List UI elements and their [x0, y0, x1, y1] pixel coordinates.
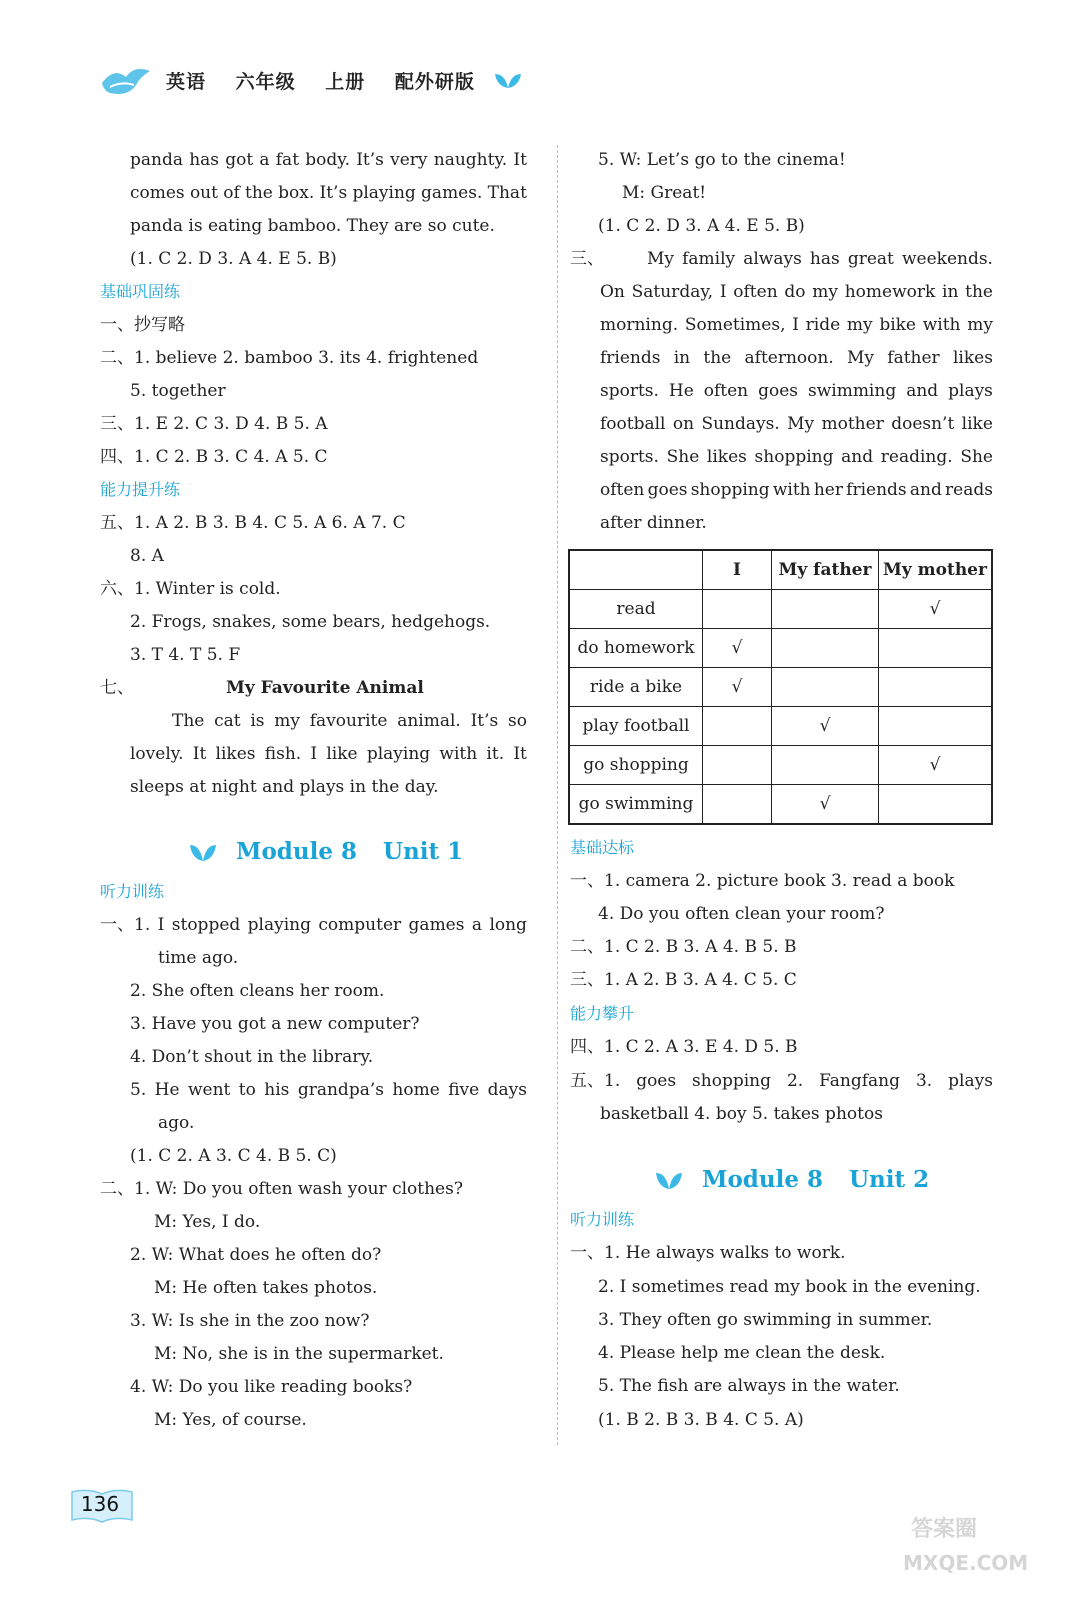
text-line: sports. She likes shopping and reading. She	[600, 447, 993, 467]
watermark-line2: MXQE.COM	[903, 1551, 1029, 1575]
essay-title: My Favourite Animal	[226, 678, 424, 698]
table-header-cell: I	[703, 550, 772, 590]
column-divider	[557, 145, 558, 1445]
leaf-icon	[654, 1169, 684, 1191]
answer-line: (1. C 2. D 3. A 4. E 5. B)	[598, 216, 805, 236]
activity-cell: do homework	[569, 629, 703, 668]
check-cell	[879, 707, 993, 746]
answer-line: 四、1. C 2. B 3. C 4. A 5. C	[100, 447, 328, 467]
answer-line: 2. I sometimes read my book in the evening.	[598, 1277, 981, 1297]
check-cell	[772, 590, 879, 629]
site-watermark	[903, 1502, 1053, 1582]
check-cell: √	[703, 629, 772, 668]
leaf-icon	[493, 70, 523, 90]
check-cell	[879, 785, 993, 825]
answer-line: 三、1. A 2. B 3. A 4. C 5. C	[570, 970, 797, 990]
answer-line: 3. Have you got a new computer?	[130, 1014, 420, 1034]
grade-label: 六年级	[235, 70, 296, 93]
activity-cell: go shopping	[569, 746, 703, 785]
text-line: lovely. It likes fish. I like playing with it. It	[130, 744, 527, 764]
answer-line: 3. T 4. T 5. F	[130, 645, 241, 665]
answer-line: M: Yes, I do.	[154, 1212, 261, 1232]
answer-line: 5. together	[130, 381, 226, 401]
section-heading: 能力提升练	[100, 480, 181, 499]
subject-label: 英语	[166, 70, 207, 93]
answer-line: 二、1. believe 2. bamboo 3. its 4. frightened	[100, 348, 479, 368]
text-line: On Saturday, I often do my homework in the	[600, 282, 993, 302]
answer-line: 二、1. C 2. B 3. A 4. B 5. B	[570, 937, 797, 957]
activity-cell: ride a bike	[569, 668, 703, 707]
answer-line: M: He often takes photos.	[154, 1278, 378, 1298]
answer-line: M: Yes, of course.	[154, 1410, 307, 1430]
answer-line: 五、1. A 2. B 3. B 4. C 5. A 6. A 7. C	[100, 513, 406, 533]
activity-cell: read	[569, 590, 703, 629]
book-title	[166, 67, 497, 94]
table-header-cell: My father	[772, 550, 879, 590]
table-header-cell: My mother	[879, 550, 993, 590]
answer-line: 5. W: Let’s go to the cinema!	[598, 150, 846, 170]
answer-line: 5. The fish are always in the water.	[598, 1376, 900, 1396]
unit-label: Unit 2	[849, 1166, 930, 1193]
answer-line: 一、1. He always walks to work.	[570, 1243, 846, 1263]
check-cell: √	[879, 746, 993, 785]
text-line: often goes shopping with her friends and reads	[600, 480, 993, 500]
section-heading: 听力训练	[100, 882, 165, 901]
check-cell: √	[703, 668, 772, 707]
check-cell	[703, 590, 772, 629]
answer-line: (1. B 2. B 3. B 4. C 5. A)	[598, 1410, 804, 1430]
answer-line: 二、1. W: Do you often wash your clothes?	[100, 1179, 463, 1199]
table-row	[569, 707, 992, 746]
module-label: Module 8	[702, 1166, 823, 1193]
answer-line: ago.	[158, 1113, 195, 1133]
text-line: friends in the afternoon. My father likes	[600, 348, 993, 368]
answer-line: 4. Don’t shout in the library.	[130, 1047, 374, 1067]
text-line: sports. He often goes swimming and plays	[600, 381, 993, 401]
answer-line: 2. Frogs, snakes, some bears, hedgehogs.	[130, 612, 491, 632]
activity-cell: go swimming	[569, 785, 703, 825]
section-heading: 基础巩固练	[100, 282, 181, 301]
page-number-badge	[70, 1488, 134, 1524]
answer-line: 四、1. C 2. A 3. E 4. D 5. B	[570, 1037, 798, 1057]
text-line: football on Sundays. My mother doesn’t like	[600, 414, 993, 434]
table-row	[569, 590, 992, 629]
answer-line: 一、1. I stopped playing computer games a long	[100, 915, 527, 935]
question-label: 七、	[100, 678, 134, 698]
table-row	[569, 785, 992, 825]
answer-line: (1. C 2. D 3. A 4. E 5. B)	[130, 249, 337, 269]
check-cell: √	[772, 707, 879, 746]
answer-line: 3. They often go swimming in summer.	[598, 1310, 933, 1330]
answer-line: 2. W: What does he often do?	[130, 1245, 382, 1265]
table-row	[569, 629, 992, 668]
check-cell	[703, 746, 772, 785]
check-cell	[879, 629, 993, 668]
check-cell: √	[772, 785, 879, 825]
answer-line: 5. He went to his grandpa’s home five days	[130, 1080, 527, 1100]
answer-line: 五、1. goes shopping 2. Fangfang 3. plays	[570, 1071, 993, 1091]
text-line: panda is eating bamboo. They are so cute.	[130, 216, 495, 236]
activity-table	[568, 549, 993, 825]
check-cell	[772, 629, 879, 668]
module-label: Module 8	[236, 838, 357, 865]
leaf-icon	[188, 841, 218, 863]
answer-line: 8. A	[130, 546, 164, 566]
answer-line: M: No, she is in the supermarket.	[154, 1344, 444, 1364]
table-header-cell	[569, 550, 703, 590]
volume-label: 上册	[325, 70, 366, 93]
module-heading-m8u1	[188, 838, 463, 865]
answer-line: 三、1. E 2. C 3. D 4. B 5. A	[100, 414, 328, 434]
answer-line: 一、抄写略	[100, 315, 185, 335]
answer-line: 一、1. camera 2. picture book 3. read a book	[570, 871, 955, 891]
check-cell	[879, 668, 993, 707]
answer-line: (1. C 2. A 3. C 4. B 5. C)	[130, 1146, 337, 1166]
watermark-line1: 答案圈	[911, 1517, 978, 1542]
unit-label: Unit 1	[383, 838, 464, 865]
answer-line: 六、1. Winter is cold.	[100, 579, 281, 599]
module-heading-m8u2	[654, 1166, 929, 1193]
check-cell	[703, 707, 772, 746]
answer-line: 4. Please help me clean the desk.	[598, 1343, 886, 1363]
bird-logo-icon	[100, 63, 152, 97]
table-row	[569, 746, 992, 785]
answer-line: 4. W: Do you like reading books?	[130, 1377, 413, 1397]
answer-line: M: Great!	[622, 183, 707, 203]
text-line: morning. Sometimes, I ride my bike with my	[600, 315, 993, 335]
answer-line: time ago.	[158, 948, 239, 968]
text-line: comes out of the box. It’s playing games. That	[130, 183, 527, 203]
activity-cell: play football	[569, 707, 703, 746]
text-line: My family always has great weekends.	[647, 249, 993, 269]
text-line: panda has got a fat body. It’s very naughty. It	[130, 150, 527, 170]
section-heading: 能力攀升	[570, 1004, 635, 1023]
answer-line: basketball 4. boy 5. takes photos	[600, 1104, 883, 1124]
text-line: The cat is my favourite animal. It’s so	[172, 711, 527, 731]
check-cell	[703, 785, 772, 825]
text-line: sleeps at night and plays in the day.	[130, 777, 439, 797]
answer-line: 3. W: Is she in the zoo now?	[130, 1311, 370, 1331]
page-header	[100, 60, 523, 100]
page-number: 136	[80, 1492, 120, 1516]
text-line: after dinner.	[600, 513, 707, 533]
section-heading: 基础达标	[570, 838, 635, 857]
table-header-row	[569, 550, 992, 590]
question-label: 三、	[570, 249, 604, 269]
check-cell	[772, 668, 879, 707]
check-cell	[772, 746, 879, 785]
edition-label: 配外研版	[394, 70, 475, 93]
answer-line: 4. Do you often clean your room?	[598, 904, 885, 924]
answer-line: 2. She often cleans her room.	[130, 981, 385, 1001]
check-cell: √	[879, 590, 993, 629]
section-heading: 听力训练	[570, 1210, 635, 1229]
table-row	[569, 668, 992, 707]
